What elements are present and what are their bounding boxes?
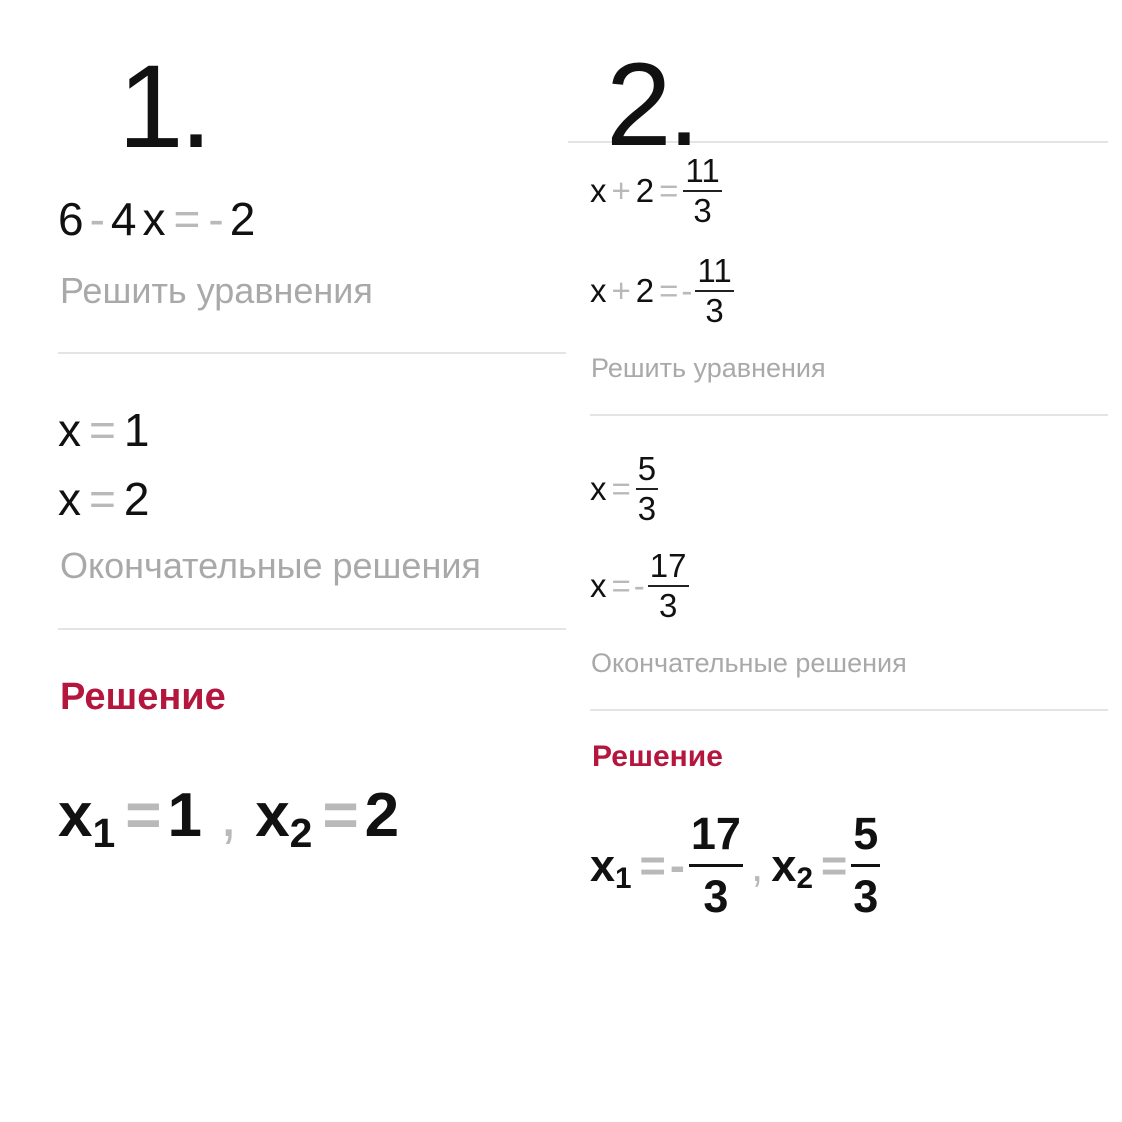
panel1-solution (58, 780, 400, 857)
eq-operator: + (611, 272, 631, 309)
root-value: 2 (123, 473, 150, 525)
panel2-solution (590, 808, 880, 923)
panel2-divider-1 (590, 414, 1108, 416)
eq-fraction (683, 152, 721, 230)
fraction-numerator: 17 (649, 547, 687, 584)
solution-equals: = (125, 781, 162, 850)
root-equals: = (611, 567, 631, 604)
solution-fraction (851, 808, 880, 923)
solution-comma: , (219, 781, 238, 850)
panel2-number: 2. (606, 39, 697, 171)
eq-equals: = (173, 193, 201, 245)
root-equals: = (611, 470, 631, 507)
panel1-number: 1. (118, 41, 209, 173)
solution-variable: x (590, 839, 616, 891)
solution-variable: x (58, 781, 93, 850)
fraction-denominator: 3 (637, 490, 657, 527)
panel1-root-2 (58, 472, 149, 526)
fraction-bar (851, 864, 880, 867)
solution-sign: - (669, 839, 685, 891)
solution-fraction (689, 808, 743, 923)
fraction-denominator: 3 (853, 871, 879, 922)
panel2-solution-title: Решение (592, 740, 723, 773)
panel2-final-label: Окончательные решения (591, 648, 907, 678)
root-value: 1 (123, 404, 150, 456)
solution-variable: x (255, 781, 290, 850)
eq-term: 6 (58, 193, 84, 245)
solution-subscript: 1 (615, 861, 632, 895)
root-variable: x (590, 567, 607, 604)
eq-sign: - (681, 272, 693, 309)
panel2-solve-label: Решить уравнения (591, 353, 826, 383)
root-variable: x (590, 470, 607, 507)
eq-variable: x (590, 172, 607, 209)
eq-term: 2 (635, 272, 655, 309)
panel1-final-label: Окончательные решения (60, 545, 481, 586)
fraction-numerator: 5 (637, 450, 657, 487)
eq-equals: = (659, 272, 679, 309)
root-variable: x (58, 473, 81, 525)
eq-term: 2 (635, 172, 655, 209)
eq-variable: x (590, 272, 607, 309)
solution-equals: = (322, 781, 359, 850)
solution-subscript: 1 (92, 810, 116, 857)
solution-subscript: 2 (796, 861, 813, 895)
eq-operator: + (611, 172, 631, 209)
root-fraction (648, 547, 689, 625)
root-equals: = (89, 404, 116, 456)
panel2-root-1 (590, 450, 658, 528)
eq-variable: x (142, 193, 166, 245)
eq-term: 2 (229, 193, 256, 245)
fraction-numerator: 11 (685, 152, 720, 189)
panel2-root-2 (590, 547, 689, 625)
solution-comma: , (750, 839, 764, 891)
panel2-equation-1 (590, 152, 722, 230)
panel1-equation (58, 192, 255, 246)
fraction-numerator: 11 (697, 252, 732, 289)
solution-variable: x (771, 839, 797, 891)
root-equals: = (89, 473, 116, 525)
eq-operator: - (89, 193, 105, 245)
solution-equals: = (639, 839, 666, 891)
eq-operator: - (208, 193, 224, 245)
panel2-equation-2 (590, 252, 734, 330)
solution-subscript: 2 (289, 810, 313, 857)
fraction-denominator: 3 (703, 871, 729, 922)
eq-term: 4 (110, 193, 137, 245)
root-variable: x (58, 404, 81, 456)
root-sign: - (633, 567, 645, 604)
panel1-root-1 (58, 403, 149, 457)
solution-value: 1 (167, 781, 202, 850)
panel1-divider-1 (58, 352, 566, 354)
panel1-divider-2 (58, 628, 566, 630)
panel1-solve-label: Решить уравнения (60, 270, 373, 311)
panel2-divider-2 (590, 709, 1108, 711)
eq-fraction (695, 252, 733, 330)
fraction-numerator: 5 (853, 808, 879, 859)
solution-equals: = (820, 839, 848, 891)
fraction-denominator: 3 (658, 587, 678, 624)
fraction-denominator: 3 (693, 192, 712, 229)
eq-equals: = (659, 172, 679, 209)
solution-value: 2 (364, 781, 400, 850)
fraction-numerator: 17 (690, 808, 741, 859)
root-fraction (636, 450, 658, 528)
fraction-denominator: 3 (705, 292, 724, 329)
panel1-solution-title: Решение (60, 676, 226, 718)
fraction-bar (689, 864, 743, 867)
